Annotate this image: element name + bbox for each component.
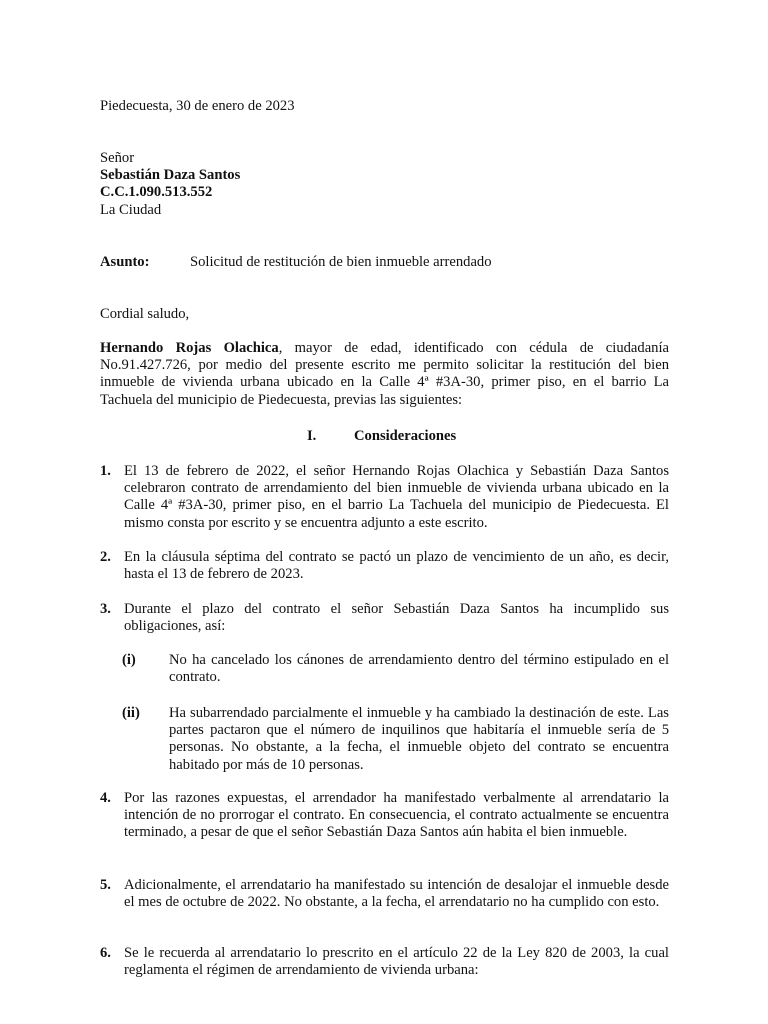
list-item-number: 1. bbox=[100, 463, 111, 479]
list-item-number: 3. bbox=[100, 601, 111, 617]
section-heading bbox=[100, 428, 669, 446]
list-item-number: 2. bbox=[100, 549, 111, 565]
sub-item-text: Ha subarrendado parcialmente el inmueble y ha cambiado la destinación de este. Las partes pactaron que el número de inquilinos que habitaría el inmueble sería de 5 personas. No obstante, a la fecha, el inmueble objeto del contrato se encuentra habitado por más de 10 personas. bbox=[169, 705, 669, 773]
subject-label: Asunto: bbox=[100, 254, 150, 270]
list-item-text: Adicionalmente, el arrendatario ha manifestado su intención de desalojar el inmueble desde el mes de octubre de 2022. No obstante, a la fecha, el arrendatario no ha cumplido con esto. bbox=[124, 877, 669, 911]
list-item-text: Se le recuerda al arrendatario lo prescrito en el artículo 22 de la Ley 820 de 2003, la cual reglamenta el régimen de arrendamiento de vivienda urbana: bbox=[124, 945, 669, 979]
list-item-number: 6. bbox=[100, 945, 111, 961]
sub-item-label: (ii) bbox=[122, 705, 140, 721]
sub-item-label: (i) bbox=[122, 652, 136, 668]
place-date: Piedecuesta, 30 de enero de 2023 bbox=[100, 98, 295, 114]
section-title: Consideraciones bbox=[354, 428, 457, 444]
sub-item-text: No ha cancelado los cánones de arrendamiento dentro del término estipulado en el contrato. bbox=[169, 652, 669, 686]
recipient-block bbox=[100, 150, 669, 219]
recipient-id: C.C.1.090.513.552 bbox=[100, 184, 213, 201]
recipient-city: La Ciudad bbox=[100, 201, 162, 218]
intro-paragraph bbox=[100, 340, 669, 409]
recipient-salutation: Señor bbox=[100, 150, 135, 166]
subject-line bbox=[100, 254, 669, 271]
list-item-text: Durante el plazo del contrato el señor Sebastián Daza Santos ha incumplido sus obligaciones, así: bbox=[124, 601, 669, 635]
subject-text: Solicitud de restitución de bien inmueble arrendado bbox=[190, 254, 492, 270]
list-item-number: 5. bbox=[100, 877, 111, 893]
list-item-number: 4. bbox=[100, 790, 111, 806]
intro-text: , mayor de edad, identificado con cédula de ciudadanía No.91.427.726, por medio del presente escrito me permito solicitar la restitución del bien inmueble de vivienda urbana ubicado en la Calle 4ª #3A-30, primer piso, en el barrio La Tachuela del municipio de Piedecuesta, previas las siguientes: bbox=[100, 340, 670, 408]
list-item-text: Por las razones expuestas, el arrendador ha manifestado verbalmente al arrendatario la intención de no prorrogar el contrato. En consecuencia, el contrato actualmente se encuentra terminado, a pesar de que el señor Sebastián Daza Santos aún habita el bien inmueble. bbox=[124, 790, 669, 841]
list-item-text: El 13 de febrero de 2022, el señor Hernando Rojas Olachica y Sebastián Daza Santos celebraron contrato de arrendamiento del bien inmueble de vivienda urbana ubicado en la Calle 4ª #3A-30, primer piso, en el barrio La Tachuela del municipio de Piedecuesta. El mismo consta por escrito y se encuentra adjunto a este escrito. bbox=[124, 463, 669, 531]
intro-name: Hernando Rojas Olachica bbox=[100, 340, 279, 356]
list-item-text: En la cláusula séptima del contrato se pactó un plazo de vencimiento de un año, es decir, hasta el 13 de febrero de 2023. bbox=[124, 549, 669, 583]
recipient-name: Sebastián Daza Santos bbox=[100, 167, 241, 184]
section-numeral: I. bbox=[307, 428, 317, 444]
greeting: Cordial saludo, bbox=[100, 306, 190, 322]
